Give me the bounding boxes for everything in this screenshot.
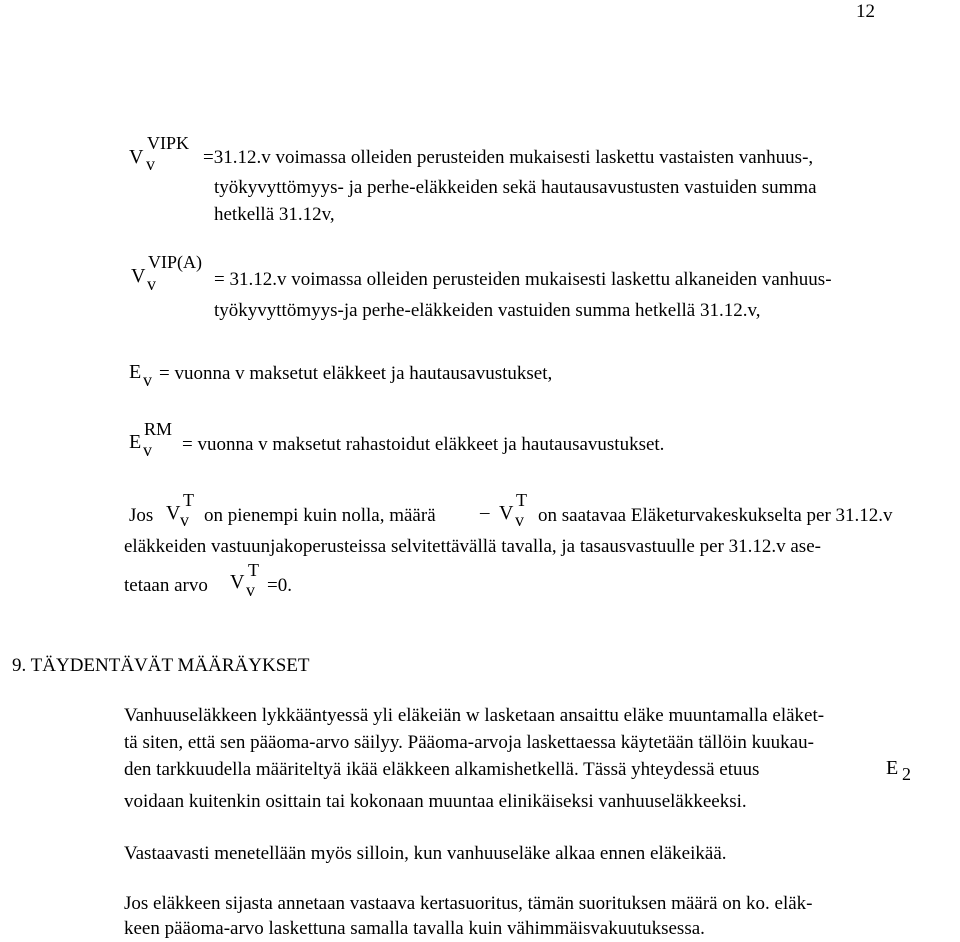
symbol: E bbox=[129, 431, 142, 453]
symbol: V bbox=[166, 502, 181, 524]
subscript: v bbox=[143, 370, 152, 390]
definition-line: =31.12.v voimassa olleiden perusteiden mukaisesti laskettu vastaisten vanhuus-, bbox=[203, 147, 814, 168]
text-segment: =0. bbox=[267, 575, 292, 596]
subscript: v bbox=[146, 154, 155, 174]
text-segment: on saatavaa Eläketurvakeskukselta per 31.12.v bbox=[538, 505, 893, 526]
superscript: RM bbox=[144, 419, 173, 439]
text-line: den tarkkuudella määriteltyä ikää eläkkeen alkamishetkellä. Tässä yhteydessä etuus bbox=[124, 759, 760, 780]
section-heading: 9. TÄYDENTÄVÄT MÄÄRÄYKSET bbox=[12, 655, 310, 676]
definition-line: työkyvyttömyys-ja perhe-eläkkeiden vastuiden summa hetkellä 31.12.v, bbox=[214, 300, 761, 321]
definition-line: = vuonna v maksetut eläkkeet ja hautausavustukset, bbox=[159, 363, 553, 384]
subscript: v bbox=[246, 580, 255, 600]
page-number: 12 bbox=[856, 1, 875, 22]
symbol: E bbox=[886, 757, 899, 779]
symbol: E bbox=[129, 361, 142, 383]
subscript: v bbox=[147, 274, 156, 294]
subscript: v bbox=[143, 440, 152, 460]
subscript: v bbox=[180, 510, 189, 530]
text-line: Jos eläkkeen sijasta annetaan vastaava kertasuoritus, tämän suorituksen määrä on ko. eläk- bbox=[124, 893, 813, 914]
superscript: T bbox=[183, 490, 194, 510]
superscript: T bbox=[248, 560, 259, 580]
text-line: Vanhuuseläkkeen lykkääntyessä yli eläkeiän w lasketaan ansaittu eläke muuntamalla eläket- bbox=[124, 705, 825, 726]
symbol: V bbox=[131, 265, 146, 287]
section-paragraph-2: Vastaavasti menetellään myös silloin, kun vanhuuseläke alkaa ennen eläkeikää. bbox=[124, 843, 727, 864]
text-line: tä siten, että sen pääoma-arvo säilyy. Pääoma-arvoja laskettaessa käytetään tällöin kuukau- bbox=[124, 732, 814, 753]
subscript: v bbox=[515, 510, 524, 530]
minus-sign: – bbox=[480, 502, 490, 523]
word: Jos bbox=[129, 505, 154, 526]
superscript: VIP(A) bbox=[148, 252, 202, 272]
text-line: voidaan kuitenkin osittain tai kokonaan muuntaa elinikäiseksi vanhuuseläkkeeksi. bbox=[124, 791, 747, 812]
text-segment: tetaan arvo bbox=[124, 575, 208, 596]
subscript: 2 bbox=[902, 764, 911, 784]
definition-line: työkyvyttömyys- ja perhe-eläkkeiden sekä hautausavustusten vastuiden summa bbox=[214, 177, 817, 198]
symbol: V bbox=[230, 571, 245, 593]
superscript: VIPK bbox=[147, 133, 190, 153]
text-line: eläkkeiden vastuunjakoperusteissa selvitettävällä tavalla, ja tasausvastuulle per 31.12.v ase- bbox=[124, 536, 821, 557]
text-segment: on pienempi kuin nolla, määrä bbox=[204, 505, 436, 526]
definition-line: hetkellä 31.12v, bbox=[214, 204, 335, 225]
text-line: keen pääoma-arvo laskettuna samalla tavalla kuin vähimmäisvakuutuksessa. bbox=[124, 918, 705, 939]
definition-line: = vuonna v maksetut rahastoidut eläkkeet ja hautausavustukset. bbox=[182, 434, 665, 455]
symbol: V bbox=[129, 146, 144, 168]
symbol: V bbox=[499, 502, 514, 524]
superscript: T bbox=[516, 490, 527, 510]
definition-line: = 31.12.v voimassa olleiden perusteiden mukaisesti laskettu alkaneiden vanhuus- bbox=[214, 269, 832, 290]
